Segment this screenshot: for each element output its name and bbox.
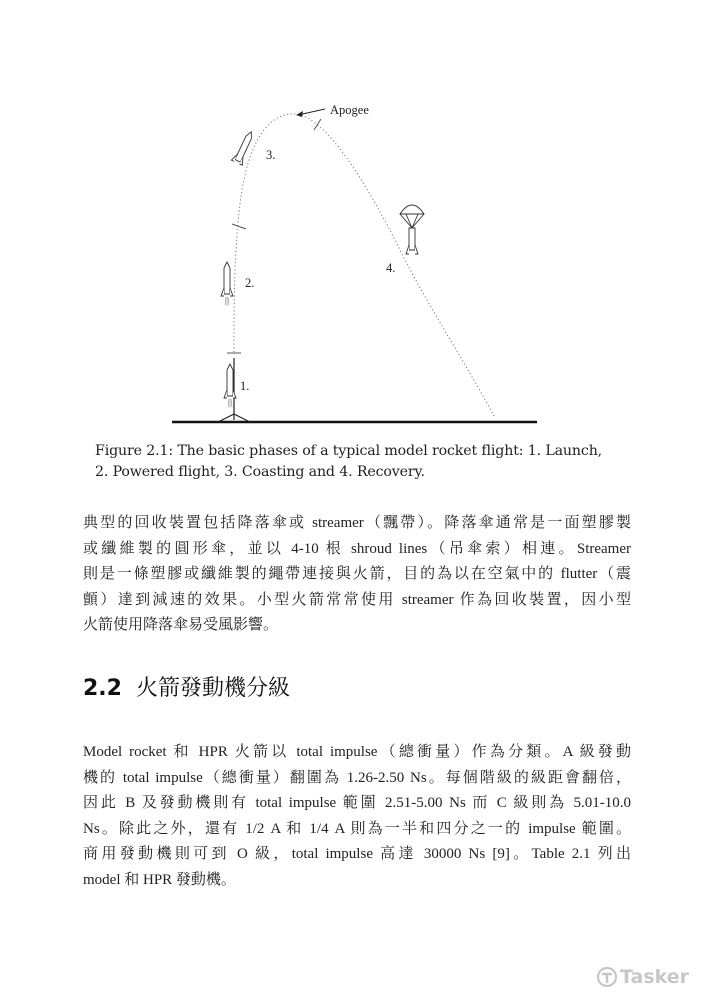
rocket-powered-icon [221,262,233,306]
paragraph-line: 機的 total impulse（總衝量）翻圍為 1.26-2.50 Ns。每個階級的級距會翻倍， [83,769,631,786]
paragraph-line: 商用發動機則可到 O 級，total impulse 高達 30000 Ns [9]。Table 2.1 列出 [83,846,631,862]
phase-4-label: 4. [386,261,396,275]
apogee-arrowhead [296,111,303,117]
tasker-logo-icon [596,966,618,988]
paragraph-line: 則是一條塑膠或纖維製的繩帶連接與火箭，目的為以在空氣中的 flutter（震 [83,566,631,582]
phase-1-label: 1. [240,379,250,393]
caption-line: 2. Powered flight, 3. Coasting and 4. Recovery. [95,464,425,480]
tasker-watermark [596,966,689,988]
paragraph-line: Model rocket 和 HPR 火箭以 total impulse（總衝量）作為分類。A 級發動 [83,744,631,760]
watermark-text: Tasker [620,966,690,988]
paragraph-line: model 和 HPR 發動機。 [83,871,236,888]
rocket-coasting-icon [231,129,256,165]
paragraph-line: 顫）達到減速的效果。小型火箭常常使用 streamer 作為回收裝置，因小型 [83,591,631,608]
phase-3-label: 3. [266,148,276,162]
section-title: 火箭發動機分級 [135,676,290,701]
apogee-label: Apogee [330,103,369,117]
paragraph-line: 因此 B 及發動機則有 total impulse 範圍 2.51-5.00 Ns 而 C 級則為 5.01-10.0 [83,795,631,811]
figure-caption [95,441,625,483]
phase-2-label: 2. [245,276,255,290]
paragraph-motor-classification [83,740,631,893]
paragraph-recovery-devices [83,511,631,639]
rocket-flight-diagram [150,90,550,430]
phase-tick [314,119,321,130]
paragraph-line: 火箭使用降落傘易受風影響。 [83,617,279,633]
paragraph-line: 典型的回收裝置包括降落傘或 streamer（飄帶）。降落傘通常是一面塑膠製 [83,515,631,531]
section-number: 2.2 [83,676,122,701]
section-heading [83,671,290,702]
paragraph-line: Ns。除此之外，還有 1/2 A 和 1/4 A 則為一半和四分之一的 impulse 範圍。 [83,820,631,837]
phase-tick [232,224,246,229]
paragraph-line: 或纖維製的圓形傘，並以 4-10 根 shroud lines（吊傘索）相連。Streamer [83,540,631,557]
rocket-flight-figure [150,90,550,430]
caption-line: Figure 2.1: The basic phases of a typical model rocket flight: 1. Launch, [95,443,603,459]
parachute-rocket-icon [400,205,424,254]
